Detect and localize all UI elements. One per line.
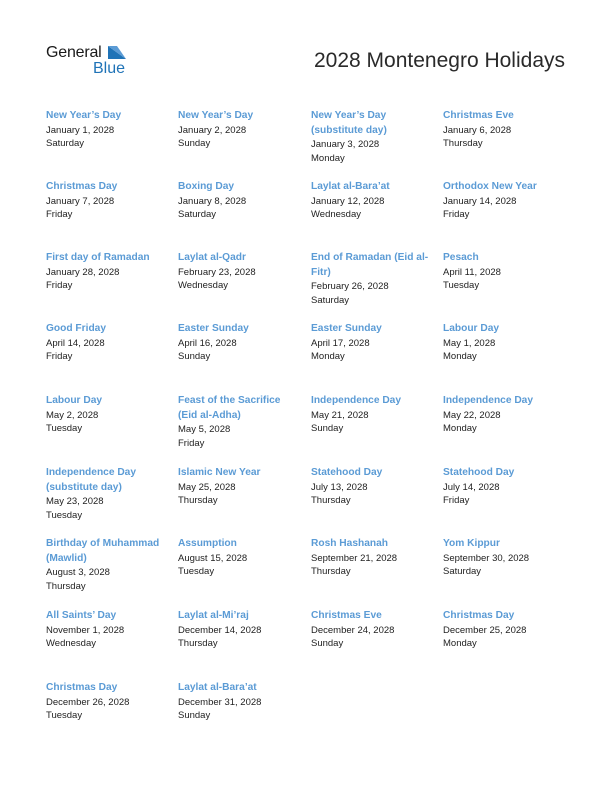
holiday-entry <box>443 180 567 222</box>
holiday-weekday: Saturday <box>443 566 482 578</box>
holiday-date: May 1, 2028 <box>443 337 496 349</box>
holiday-entry <box>178 322 302 364</box>
holiday-weekday: Wednesday <box>311 209 361 221</box>
holiday-entry <box>46 251 170 293</box>
holiday-name: Orthodox New Year <box>443 181 537 192</box>
holiday-date: January 14, 2028 <box>443 195 517 207</box>
holiday-weekday: Thursday <box>311 495 351 507</box>
holiday-name: Laylat al-Mi’raj <box>178 610 249 621</box>
holiday-date: December 31, 2028 <box>178 696 262 708</box>
holiday-weekday: Friday <box>46 351 73 363</box>
holiday-name: Rosh Hashanah <box>311 538 388 549</box>
holiday-name: Laylat al-Qadr <box>178 252 246 263</box>
holiday-entry <box>311 251 435 308</box>
holiday-date: November 1, 2028 <box>46 624 125 636</box>
holiday-entry <box>178 394 302 451</box>
holiday-date: July 13, 2028 <box>311 481 368 493</box>
holiday-name: Feast of the Sacrifice (Eid al-Adha) <box>178 395 281 421</box>
holiday-entry <box>311 609 435 651</box>
holiday-date: May 2, 2028 <box>46 409 99 421</box>
holiday-date: July 14, 2028 <box>443 481 500 493</box>
holiday-date: February 23, 2028 <box>178 266 256 278</box>
holiday-weekday: Sunday <box>311 423 344 435</box>
holiday-date: January 7, 2028 <box>46 195 115 207</box>
holiday-name: Statehood Day <box>311 467 383 478</box>
holiday-weekday: Friday <box>178 437 205 449</box>
holiday-name: Christmas Day <box>46 181 118 192</box>
holiday-entry <box>46 180 170 222</box>
holiday-weekday: Thursday <box>178 495 218 507</box>
holiday-date: January 6, 2028 <box>443 124 512 136</box>
holiday-name: New Year’s Day <box>46 110 122 121</box>
holiday-name: Assumption <box>178 538 237 549</box>
holiday-weekday: Friday <box>443 209 470 221</box>
holiday-name: Statehood Day <box>443 467 515 478</box>
holiday-weekday: Thursday <box>178 638 218 650</box>
holiday-entry <box>46 609 170 651</box>
holiday-weekday: Sunday <box>311 638 344 650</box>
holiday-weekday: Thursday <box>443 138 483 150</box>
holiday-name: Labour Day <box>46 395 103 406</box>
logo-general-text: General <box>46 44 102 61</box>
holiday-entry <box>46 466 170 523</box>
holiday-date: April 17, 2028 <box>311 337 370 349</box>
holiday-date: December 25, 2028 <box>443 624 527 636</box>
holiday-entry <box>46 322 170 364</box>
holiday-entry <box>46 681 170 723</box>
holiday-entry <box>46 394 170 436</box>
holiday-weekday: Monday <box>443 423 477 435</box>
holiday-weekday: Friday <box>46 280 73 292</box>
holiday-weekday: Saturday <box>311 294 350 306</box>
holiday-name: Christmas Eve <box>443 110 514 121</box>
holiday-date: January 1, 2028 <box>46 124 115 136</box>
holiday-weekday: Tuesday <box>46 423 83 435</box>
holiday-date: December 26, 2028 <box>46 696 130 708</box>
holiday-date: December 14, 2028 <box>178 624 262 636</box>
holiday-entry <box>178 537 302 579</box>
holiday-date: December 24, 2028 <box>311 624 395 636</box>
holiday-weekday: Saturday <box>178 209 217 221</box>
holiday-date: April 16, 2028 <box>178 337 237 349</box>
holiday-weekday: Sunday <box>178 710 211 722</box>
logo-blue-text: Blue <box>93 60 126 77</box>
holiday-entry <box>178 109 302 151</box>
brand-logo <box>46 44 136 80</box>
holiday-weekday: Tuesday <box>443 280 480 292</box>
holiday-name: Pesach <box>443 252 479 263</box>
holiday-weekday: Friday <box>46 209 73 221</box>
holiday-name: Easter Sunday <box>178 323 249 334</box>
holiday-entry <box>46 109 170 151</box>
holiday-name: Islamic New Year <box>178 467 261 478</box>
holiday-name: First day of Ramadan <box>46 252 150 263</box>
holiday-entry <box>178 466 302 508</box>
holiday-name: Independence Day <box>311 395 402 406</box>
holiday-entry <box>311 466 435 508</box>
holiday-weekday: Thursday <box>46 580 86 592</box>
holiday-date: January 8, 2028 <box>178 195 247 207</box>
holiday-date: September 30, 2028 <box>443 552 530 564</box>
holiday-name: Yom Kippur <box>443 538 500 549</box>
holiday-weekday: Monday <box>311 351 345 363</box>
logo-flag-icon <box>108 46 126 60</box>
holiday-weekday: Tuesday <box>178 566 215 578</box>
holiday-entry <box>178 681 302 723</box>
holiday-name: Christmas Day <box>443 610 515 621</box>
page-title: 2028 Montenegro Holidays <box>314 49 565 72</box>
holiday-date: August 3, 2028 <box>46 567 110 578</box>
holiday-weekday: Monday <box>443 351 477 363</box>
holiday-entry <box>311 394 435 436</box>
holiday-entry <box>443 394 567 436</box>
holiday-weekday: Monday <box>311 152 345 164</box>
holiday-date: April 14, 2028 <box>46 337 105 349</box>
holiday-weekday: Sunday <box>178 351 211 363</box>
holiday-entry <box>311 109 435 166</box>
holiday-weekday: Monday <box>443 638 477 650</box>
holiday-name: Boxing Day <box>178 181 235 192</box>
holiday-date: January 28, 2028 <box>46 266 120 278</box>
holiday-entry <box>311 322 435 364</box>
holiday-entry <box>443 466 567 508</box>
holiday-date: January 3, 2028 <box>311 139 380 150</box>
holiday-entry <box>443 537 567 579</box>
holiday-name: Laylat al-Bara’at <box>178 682 257 693</box>
holiday-weekday: Sunday <box>178 138 211 150</box>
holiday-date: September 21, 2028 <box>311 552 398 564</box>
holiday-name: New Year’s Day (substitute day) <box>311 110 387 136</box>
holiday-entry <box>178 180 302 222</box>
holiday-name: Birthday of Muhammad (Mawlid) <box>46 538 160 564</box>
holiday-entry <box>443 322 567 364</box>
holiday-entry <box>443 109 567 151</box>
holiday-entry <box>443 609 567 651</box>
holiday-entry <box>178 251 302 293</box>
holiday-date: May 25, 2028 <box>178 481 236 493</box>
holiday-name: Laylat al-Bara’at <box>311 181 390 192</box>
holiday-entry <box>178 609 302 651</box>
holiday-name: All Saints’ Day <box>46 610 117 621</box>
holiday-name: Christmas Eve <box>311 610 382 621</box>
holiday-weekday: Thursday <box>311 566 351 578</box>
holiday-name: Easter Sunday <box>311 323 382 334</box>
holiday-name: Labour Day <box>443 323 500 334</box>
holiday-entry <box>311 180 435 222</box>
holiday-weekday: Wednesday <box>46 638 96 650</box>
holiday-name: Independence Day (substitute day) <box>46 467 137 493</box>
holiday-weekday: Friday <box>443 495 470 507</box>
holiday-name: New Year’s Day <box>178 110 254 121</box>
holiday-weekday: Tuesday <box>46 710 83 722</box>
holiday-name: Good Friday <box>46 323 106 334</box>
holiday-weekday: Saturday <box>46 138 85 150</box>
holiday-entry <box>311 537 435 579</box>
holiday-weekday: Wednesday <box>178 280 228 292</box>
holiday-name: Christmas Day <box>46 682 118 693</box>
holiday-name: End of Ramadan (Eid al-Fitr) <box>311 252 429 278</box>
holiday-date: January 12, 2028 <box>311 195 385 207</box>
holiday-weekday: Tuesday <box>46 509 83 521</box>
holiday-entry <box>46 537 170 594</box>
holiday-date: January 2, 2028 <box>178 124 247 136</box>
holiday-date: February 26, 2028 <box>311 281 389 292</box>
holiday-date: May 21, 2028 <box>311 409 369 421</box>
holiday-date: April 11, 2028 <box>443 266 501 278</box>
holiday-name: Independence Day <box>443 395 534 406</box>
holiday-date: May 5, 2028 <box>178 424 231 435</box>
holiday-entry <box>443 251 567 293</box>
holiday-date: May 23, 2028 <box>46 496 104 507</box>
holiday-date: August 15, 2028 <box>178 552 248 564</box>
holiday-date: May 22, 2028 <box>443 409 501 421</box>
